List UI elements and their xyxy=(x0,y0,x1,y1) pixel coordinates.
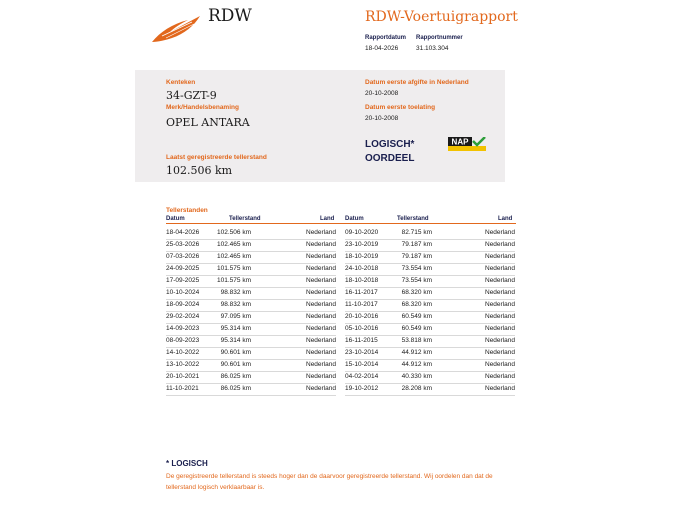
row-land: Nederland xyxy=(485,349,515,356)
row-land: Nederland xyxy=(306,301,336,308)
row-date: 18-09-2024 xyxy=(166,301,200,308)
row-date: 16-11-2015 xyxy=(345,337,378,344)
col-date-right: Datum xyxy=(345,216,364,222)
row-date: 19-10-2012 xyxy=(345,385,379,392)
table-row xyxy=(166,276,336,288)
row-land: Nederland xyxy=(485,277,515,284)
oordeel-line1: LOGISCH* xyxy=(365,139,415,150)
col-land-right: Land xyxy=(498,216,513,222)
row-land: Nederland xyxy=(485,373,515,380)
teller-value: 102.506 km xyxy=(166,164,233,177)
col-teller-right: Tellerstand xyxy=(397,216,429,222)
row-date: 17-09-2025 xyxy=(166,277,200,284)
table-row xyxy=(345,264,515,276)
eerste-toelating-value: 20-10-2008 xyxy=(365,115,399,122)
row-date: 18-04-2026 xyxy=(166,229,200,236)
row-km: 86.025 km xyxy=(220,385,251,392)
row-km: 90.601 km xyxy=(220,361,251,368)
teller-label: Laatst geregistreerde tellerstand xyxy=(166,154,267,161)
row-km: 101.575 km xyxy=(217,265,251,272)
row-date: 07-03-2026 xyxy=(166,253,200,260)
row-date: 14-09-2023 xyxy=(166,325,200,332)
table-row xyxy=(345,312,515,324)
row-date: 09-10-2020 xyxy=(345,229,379,236)
row-date: 18-10-2018 xyxy=(345,277,379,284)
nap-text: NAP xyxy=(451,137,469,147)
row-km: 97.095 km xyxy=(220,313,251,320)
history-title: Tellerstanden xyxy=(166,207,208,214)
row-date: 15-10-2014 xyxy=(345,361,379,368)
row-land: Nederland xyxy=(306,253,336,260)
row-km: 44.912 km xyxy=(401,349,432,356)
table-row xyxy=(166,312,336,324)
row-date: 20-10-2016 xyxy=(345,313,379,320)
row-date: 11-10-2017 xyxy=(345,301,378,308)
row-date: 23-10-2014 xyxy=(345,349,379,356)
row-land: Nederland xyxy=(306,361,336,368)
row-km: 95.314 km xyxy=(220,325,251,332)
row-land: Nederland xyxy=(485,385,515,392)
row-land: Nederland xyxy=(485,265,515,272)
col-land-left: Land xyxy=(320,216,335,222)
kenteken-label: Kenteken xyxy=(166,79,196,86)
table-row xyxy=(166,336,336,348)
row-date: 24-09-2025 xyxy=(166,265,200,272)
row-km: 68.320 km xyxy=(401,289,432,296)
nap-check-icon xyxy=(448,137,486,151)
row-date: 18-10-2019 xyxy=(345,253,379,260)
row-land: Nederland xyxy=(306,373,336,380)
row-km: 73.554 km xyxy=(401,265,432,272)
row-land: Nederland xyxy=(485,313,515,320)
row-date: 05-10-2016 xyxy=(345,325,379,332)
row-land: Nederland xyxy=(306,349,336,356)
row-land: Nederland xyxy=(306,313,336,320)
table-row xyxy=(345,288,515,300)
col-date-left: Datum xyxy=(166,216,185,222)
row-km: 102.465 km xyxy=(217,241,251,248)
row-land: Nederland xyxy=(485,229,515,236)
row-land: Nederland xyxy=(306,325,336,332)
report-title: RDW-Voertuigrapport xyxy=(365,9,518,25)
row-km: 60.549 km xyxy=(401,313,432,320)
row-date: 20-10-2021 xyxy=(166,373,200,380)
row-land: Nederland xyxy=(485,325,515,332)
table-row xyxy=(345,276,515,288)
merk-value: OPEL ANTARA xyxy=(166,116,250,129)
row-km: 98.832 km xyxy=(220,301,251,308)
row-km: 95.314 km xyxy=(220,337,251,344)
table-row xyxy=(166,324,336,336)
row-km: 102.506 km xyxy=(217,229,251,236)
row-km: 90.601 km xyxy=(220,349,251,356)
row-land: Nederland xyxy=(306,289,336,296)
table-row xyxy=(166,360,336,372)
footer-title: * LOGISCH xyxy=(166,459,208,468)
row-km: 86.025 km xyxy=(220,373,251,380)
table-row xyxy=(166,384,336,396)
table-row xyxy=(166,264,336,276)
eerste-toelating-label: Datum eerste toelating xyxy=(365,104,436,111)
row-date: 10-10-2024 xyxy=(166,289,200,296)
row-km: 40.330 km xyxy=(401,373,432,380)
table-row xyxy=(345,384,515,396)
row-date: 24-10-2018 xyxy=(345,265,379,272)
header-divider xyxy=(166,223,516,224)
table-row xyxy=(166,288,336,300)
report-number: 31.103.304 xyxy=(416,45,449,52)
table-row xyxy=(166,228,336,240)
row-km: 102.465 km xyxy=(217,253,251,260)
table-row xyxy=(345,336,515,348)
rdw-logo-icon xyxy=(150,14,202,44)
row-land: Nederland xyxy=(485,241,515,248)
report-number-label: Rapportnummer xyxy=(416,35,463,41)
row-date: 11-10-2021 xyxy=(166,385,199,392)
row-land: Nederland xyxy=(306,337,336,344)
table-row xyxy=(345,228,515,240)
merk-label: Merk/Handelsbenaming xyxy=(166,104,239,111)
row-land: Nederland xyxy=(485,289,515,296)
row-km: 28.208 km xyxy=(401,385,432,392)
table-row xyxy=(345,324,515,336)
row-land: Nederland xyxy=(306,229,336,236)
row-date: 13-10-2022 xyxy=(166,361,200,368)
eerste-afgifte-label: Datum eerste afgifte in Nederland xyxy=(365,79,469,86)
row-km: 79.187 km xyxy=(401,253,432,260)
table-row xyxy=(345,372,515,384)
row-land: Nederland xyxy=(485,337,515,344)
row-land: Nederland xyxy=(485,361,515,368)
row-km: 82.715 km xyxy=(401,229,432,236)
table-row xyxy=(166,252,336,264)
table-row xyxy=(166,348,336,360)
row-km: 101.575 km xyxy=(217,277,251,284)
row-km: 79.187 km xyxy=(401,241,432,248)
row-date: 23-10-2019 xyxy=(345,241,379,248)
row-km: 60.549 km xyxy=(401,325,432,332)
table-row xyxy=(345,348,515,360)
row-land: Nederland xyxy=(306,241,336,248)
row-date: 14-10-2022 xyxy=(166,349,200,356)
table-row xyxy=(166,240,336,252)
report-date-label: Rapportdatum xyxy=(365,35,406,41)
brand-name: RDW xyxy=(208,6,252,26)
row-date: 25-03-2026 xyxy=(166,241,200,248)
table-row xyxy=(345,360,515,372)
table-row xyxy=(166,300,336,312)
row-land: Nederland xyxy=(306,385,336,392)
row-date: 04-02-2014 xyxy=(345,373,379,380)
kenteken-value: 34-GZT-9 xyxy=(166,89,217,102)
table-row xyxy=(345,252,515,264)
col-teller-left: Tellerstand xyxy=(229,216,261,222)
row-km: 53.818 km xyxy=(401,337,432,344)
row-km: 98.832 km xyxy=(220,289,251,296)
row-land: Nederland xyxy=(485,253,515,260)
row-km: 73.554 km xyxy=(401,277,432,284)
report-date: 18-04-2026 xyxy=(365,45,399,52)
eerste-afgifte-value: 20-10-2008 xyxy=(365,90,399,97)
table-row xyxy=(345,300,515,312)
row-date: 08-09-2023 xyxy=(166,337,200,344)
row-date: 29-02-2024 xyxy=(166,313,200,320)
row-km: 44.912 km xyxy=(401,361,432,368)
oordeel-line2: OORDEEL xyxy=(365,153,415,164)
footer-text: De geregistreerde tellerstand is steeds hoger dan de daarvoor geregistreerde tellerstand. Wij oordelen dan dat de tellerstand logisch verklaarbaar is. xyxy=(166,473,493,491)
table-row xyxy=(166,372,336,384)
row-km: 68.320 km xyxy=(401,301,432,308)
row-date: 16-11-2017 xyxy=(345,289,378,296)
row-land: Nederland xyxy=(485,301,515,308)
table-row xyxy=(345,240,515,252)
row-land: Nederland xyxy=(306,265,336,272)
oordeel-text xyxy=(365,138,414,166)
row-land: Nederland xyxy=(306,277,336,284)
